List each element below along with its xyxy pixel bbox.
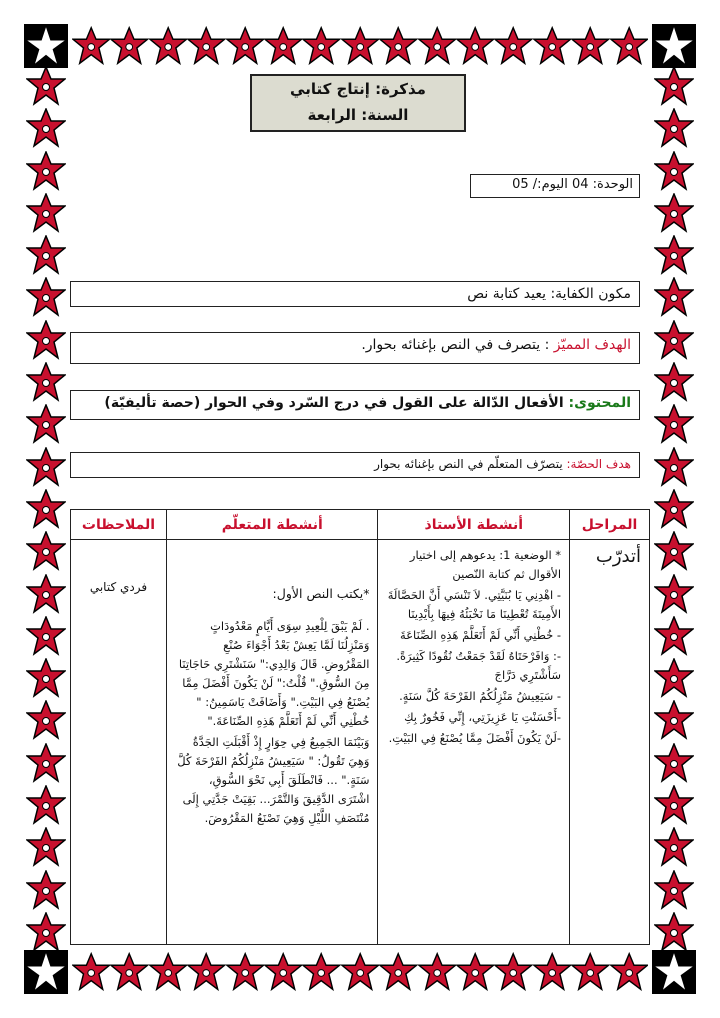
border-star-icon bbox=[654, 700, 694, 740]
competence-field bbox=[70, 281, 640, 307]
border-star-icon bbox=[26, 66, 66, 106]
border-star-icon bbox=[26, 912, 66, 952]
border-star-icon bbox=[26, 574, 66, 614]
border-star-icon bbox=[26, 151, 66, 191]
header-stages: المراحل bbox=[570, 510, 650, 540]
corner-star-icon bbox=[652, 950, 696, 994]
border-star-icon bbox=[26, 827, 66, 867]
content-value: الأفعال الدّالة على القول في درج السّرد وفي الحوار (حصة تأليفيّة) bbox=[104, 395, 564, 411]
border-star-icon bbox=[654, 785, 694, 825]
session-goal-value: يتصرّف المتعلّم في النص بإغنائه بحوار bbox=[374, 457, 563, 471]
border-star-icon bbox=[26, 743, 66, 783]
teacher-cell bbox=[378, 540, 570, 945]
stage-cell bbox=[570, 540, 650, 945]
content-label: المحتوى: bbox=[568, 395, 631, 411]
teacher-line: * الوضعية 1: يدعوهم إلى اختيار الأقوال ثم كتابة النّصين bbox=[409, 548, 562, 581]
border-star-icon bbox=[110, 952, 148, 992]
header-learner-activities: أنشطة المتعلّم bbox=[166, 510, 378, 540]
session-goal-label: هدف الحصّة: bbox=[566, 457, 631, 471]
teacher-line: -أَحْسَنْتِ يَا عَزِيزَتِي، إِنِّي فَخُورٌ بِكِ bbox=[404, 710, 562, 724]
border-star-icon bbox=[533, 952, 571, 992]
notes-cell bbox=[71, 540, 167, 945]
border-star-icon bbox=[26, 489, 66, 529]
goal-field bbox=[70, 332, 640, 364]
border-star-icon bbox=[341, 952, 379, 992]
content-field bbox=[70, 390, 640, 420]
learner-paragraph: . لَمْ يَبْقَ لِلْعِيدِ سِوَى أَيَّامٍ مَعْدُودَاتٍ وَمَنْزِلُنَا لَمَّا يَعِشْ بَعْدُ أَجْوَاءَ صُنْعِ المَقْرُوضِ. قَالَ وَالِدِي:" سَنَشْتَرِي حَاجَاتِنَا مِنَ السُّوقِ." قُلْتُ:" لَنْ يَكُونَ أَفْضَلَ مِمَّا يُصْنَعُ فِي البَيْتِ." وَأَضَافَتْ يَاسَمِينُ: " خُطْنِي أَنِّي لَمْ أَتَعَلَّمْ هَذِهِ الصِّنَاعَةَ." bbox=[178, 619, 370, 728]
border-star-icon bbox=[654, 66, 694, 106]
border-star-icon bbox=[226, 26, 264, 66]
border-star-icon bbox=[26, 108, 66, 148]
bottom-star-row bbox=[72, 950, 648, 994]
border-star-icon bbox=[654, 658, 694, 698]
border-star-icon bbox=[654, 870, 694, 910]
border-star-icon bbox=[264, 26, 302, 66]
border-star-icon bbox=[72, 26, 110, 66]
corner-star-icon bbox=[24, 24, 68, 68]
title-line-1: مذكرة: إنتاج كتابي bbox=[290, 80, 426, 98]
border-star-icon bbox=[654, 108, 694, 148]
corner-star-icon bbox=[652, 24, 696, 68]
border-star-icon bbox=[494, 26, 532, 66]
teacher-line: -: وَافَرْحَتَاهُ لَقَدْ جَمَعْتُ نُقُودًا كَثِيرَةً. سَأَشْتَرِي دَرَّاجَ bbox=[396, 649, 562, 682]
border-star-icon bbox=[456, 26, 494, 66]
right-star-column bbox=[652, 66, 696, 952]
border-star-icon bbox=[610, 952, 648, 992]
border-star-icon bbox=[654, 277, 694, 317]
border-star-icon bbox=[26, 658, 66, 698]
competence-label: مكون الكفاية: bbox=[550, 286, 631, 302]
header-notes: الملاحظات bbox=[71, 510, 167, 540]
border-star-icon bbox=[654, 151, 694, 191]
border-star-icon bbox=[302, 26, 340, 66]
border-star-icon bbox=[494, 952, 532, 992]
border-star-icon bbox=[226, 952, 264, 992]
border-star-icon bbox=[418, 952, 456, 992]
border-star-icon bbox=[379, 952, 417, 992]
border-star-icon bbox=[533, 26, 571, 66]
unit-day-box bbox=[470, 174, 640, 198]
unit-day-text: الوحدة: 04 اليوم:/ 05 bbox=[512, 177, 633, 192]
border-star-icon bbox=[654, 912, 694, 952]
teacher-line: - اهْدِنِي يَا بُنَيَّتِي. لاَ تَنْسَي أَنَّ الحَصَّالَةَ الأَمِينَةَ تُعْطِينَا مَا نَخْبَئُهُ فِيهَا بِأَيْدِينَا bbox=[387, 588, 562, 621]
session-goal-field bbox=[70, 452, 640, 478]
lesson-table bbox=[70, 509, 650, 945]
teacher-line: - خُطْنِي أَنِّي لَمْ أَتَعَلَّمْ هَذِهِ الصِّنَاعَةَ bbox=[400, 628, 562, 642]
border-star-icon bbox=[26, 700, 66, 740]
border-star-icon bbox=[654, 320, 694, 360]
border-star-icon bbox=[26, 193, 66, 233]
border-star-icon bbox=[654, 235, 694, 275]
header-teacher-activities: أنشطة الأستاذ bbox=[378, 510, 570, 540]
learner-heading: *يكتب النص الأول: bbox=[272, 586, 370, 601]
border-star-icon bbox=[26, 785, 66, 825]
border-star-icon bbox=[302, 952, 340, 992]
border-star-icon bbox=[456, 952, 494, 992]
border-star-icon bbox=[26, 362, 66, 402]
learner-paragraph: وَبَيْنَمَا الجَمِيعُ فِي حِوَارٍ إِذْ أَقْبَلَتِ الجَدَّةُ وَهِيَ تَقُولُ: " سَيَعِيشُ مَنْزِلُكُمُ الفَرْحَةَ كُلَّ سَنَةٍ." ... فَانْطَلَقَ أَبِي نَحْوَ السُّوقِ، اشْتَرَى الدَّقِيقَ وَالتَّمْرَ... بَقِيَتْ جَدَّتِي إِلَى مُنْتَصَفِ اللَّيْلِ وَهِيَ تَصْنَعُ المَقْرُوضَ. bbox=[177, 735, 370, 825]
corner-star-icon bbox=[24, 950, 68, 994]
table-row bbox=[71, 540, 650, 945]
border-star-icon bbox=[610, 26, 648, 66]
border-star-icon bbox=[654, 574, 694, 614]
border-star-icon bbox=[264, 952, 302, 992]
border-star-icon bbox=[571, 952, 609, 992]
top-star-row bbox=[72, 24, 648, 68]
learner-cell bbox=[166, 540, 378, 945]
border-star-icon bbox=[110, 26, 148, 66]
border-star-icon bbox=[149, 952, 187, 992]
teacher-line: - سَيَعِيشُ مَنْزِلُكُمُ الفَرْحَةَ كُلَّ سَنَةٍ. bbox=[399, 689, 562, 703]
border-star-icon bbox=[654, 531, 694, 571]
border-star-icon bbox=[654, 447, 694, 487]
border-star-icon bbox=[149, 26, 187, 66]
goal-label: الهدف المميّز bbox=[553, 337, 631, 353]
table-header-row bbox=[71, 510, 650, 540]
document-title-box bbox=[250, 74, 466, 132]
border-star-icon bbox=[26, 404, 66, 444]
border-star-icon bbox=[654, 362, 694, 402]
border-star-icon bbox=[654, 489, 694, 529]
border-star-icon bbox=[379, 26, 417, 66]
border-star-icon bbox=[26, 235, 66, 275]
border-star-icon bbox=[341, 26, 379, 66]
border-star-icon bbox=[26, 531, 66, 571]
border-star-icon bbox=[418, 26, 456, 66]
stage-text: أتدرّب bbox=[595, 546, 641, 567]
left-star-column bbox=[24, 66, 68, 952]
border-star-icon bbox=[187, 952, 225, 992]
border-star-icon bbox=[26, 320, 66, 360]
border-star-icon bbox=[187, 26, 225, 66]
teacher-line: -لَنْ يَكُونَ أَفْضَلَ مِمَّا يُصْنَعُ فِي البَيْتِ. bbox=[388, 731, 562, 745]
border-star-icon bbox=[26, 870, 66, 910]
border-star-icon bbox=[26, 277, 66, 317]
goal-value: : يتصرف في النص بإغنائه بحوار. bbox=[361, 337, 550, 353]
title-line-2: السنة: الرابعة bbox=[307, 106, 409, 124]
border-star-icon bbox=[571, 26, 609, 66]
border-star-icon bbox=[654, 616, 694, 656]
border-star-icon bbox=[26, 447, 66, 487]
border-star-icon bbox=[654, 827, 694, 867]
border-star-icon bbox=[654, 193, 694, 233]
notes-text: فردي كتابي bbox=[89, 580, 148, 594]
competence-value: يعيد كتابة نص bbox=[467, 286, 546, 302]
border-star-icon bbox=[654, 743, 694, 783]
border-star-icon bbox=[26, 616, 66, 656]
border-star-icon bbox=[72, 952, 110, 992]
border-star-icon bbox=[654, 404, 694, 444]
